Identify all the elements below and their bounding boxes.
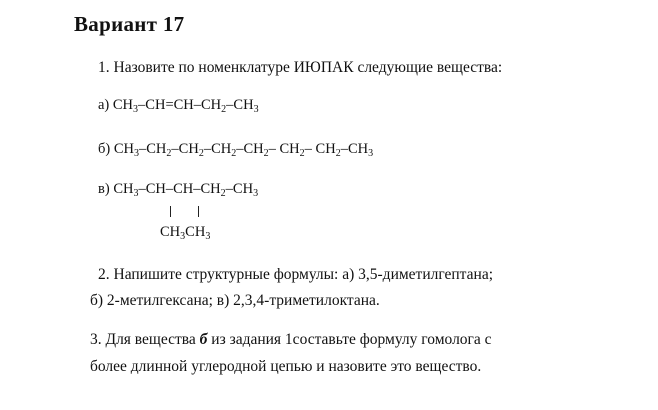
formula-subscript: 2 [231, 148, 237, 159]
bond-line-left [170, 206, 171, 217]
formula-c [98, 181, 258, 198]
formula-subscript: 2 [220, 188, 226, 199]
formula-a [98, 97, 259, 114]
formula-a-body [113, 97, 259, 113]
formula-c-label: в) [98, 181, 110, 197]
formula-subscript: 2 [299, 148, 305, 159]
formula-subscript: 2 [166, 148, 172, 159]
formula-subscript: 2 [198, 148, 204, 159]
formula-text: –CH [139, 141, 167, 157]
task-3-line-1 [90, 331, 492, 349]
formula-text: –CH [226, 97, 254, 113]
formula-text: CH [113, 141, 134, 157]
formula-subscript: 3 [253, 188, 259, 199]
formula-b [98, 141, 373, 158]
formula-subscript: 3 [205, 231, 211, 242]
formula-text: – CH [268, 141, 300, 157]
formula-text: CH [160, 224, 181, 240]
task-2-line-1: 2. Напишите структурные формулы: а) 3,5-диметилгептана; [98, 266, 494, 283]
formula-c-substituents [160, 224, 210, 241]
formula-text: CH [185, 224, 206, 240]
task-3-line-2: более длинной углеродной цепью и назовите это вещество. [90, 358, 482, 375]
formula-text: – CH [304, 141, 336, 157]
formula-subscript: 3 [253, 104, 259, 115]
formula-text: –CH [340, 141, 369, 157]
formula-text: CH [112, 97, 134, 113]
task-1-text: 1. Назовите по номенклатуре ИЮПАК следующие вещества: [98, 59, 503, 76]
formula-text: –CH [236, 141, 264, 157]
formula-text: –CH [225, 181, 254, 197]
formula-subscript: 3 [180, 231, 186, 242]
formula-text: –CH [171, 141, 199, 157]
formula-subscript: 3 [133, 188, 139, 199]
task-3-suffix: из задания 1составьте формулу гомолога с [207, 331, 492, 348]
formula-subscript: 2 [263, 148, 269, 159]
task-3-emphasis: б [199, 331, 208, 348]
formula-subscript: 3 [134, 148, 139, 159]
formula-b-body [114, 141, 373, 157]
bond-line-right [198, 206, 199, 217]
formula-subscript: 2 [221, 104, 227, 115]
formula-subscript: 2 [335, 148, 341, 159]
formula-text: CH [113, 181, 134, 197]
formula-subscript: 3 [133, 104, 139, 115]
formula-text: –CH–CH–CH [138, 181, 221, 197]
formula-text: –CH=CH–CH [138, 97, 222, 113]
formula-text: –CH [203, 141, 232, 157]
formula-b-label: б) [98, 141, 111, 157]
page-title: Вариант 17 [74, 12, 185, 36]
formula-a-label: а) [98, 97, 110, 113]
task-2-line-2: б) 2-метилгексана; в) 2,3,4-триметилоктана. [90, 292, 380, 309]
formula-subscript: 3 [368, 148, 374, 159]
formula-c-body [113, 181, 258, 197]
task-3-prefix: 3. Для вещества [90, 331, 200, 348]
